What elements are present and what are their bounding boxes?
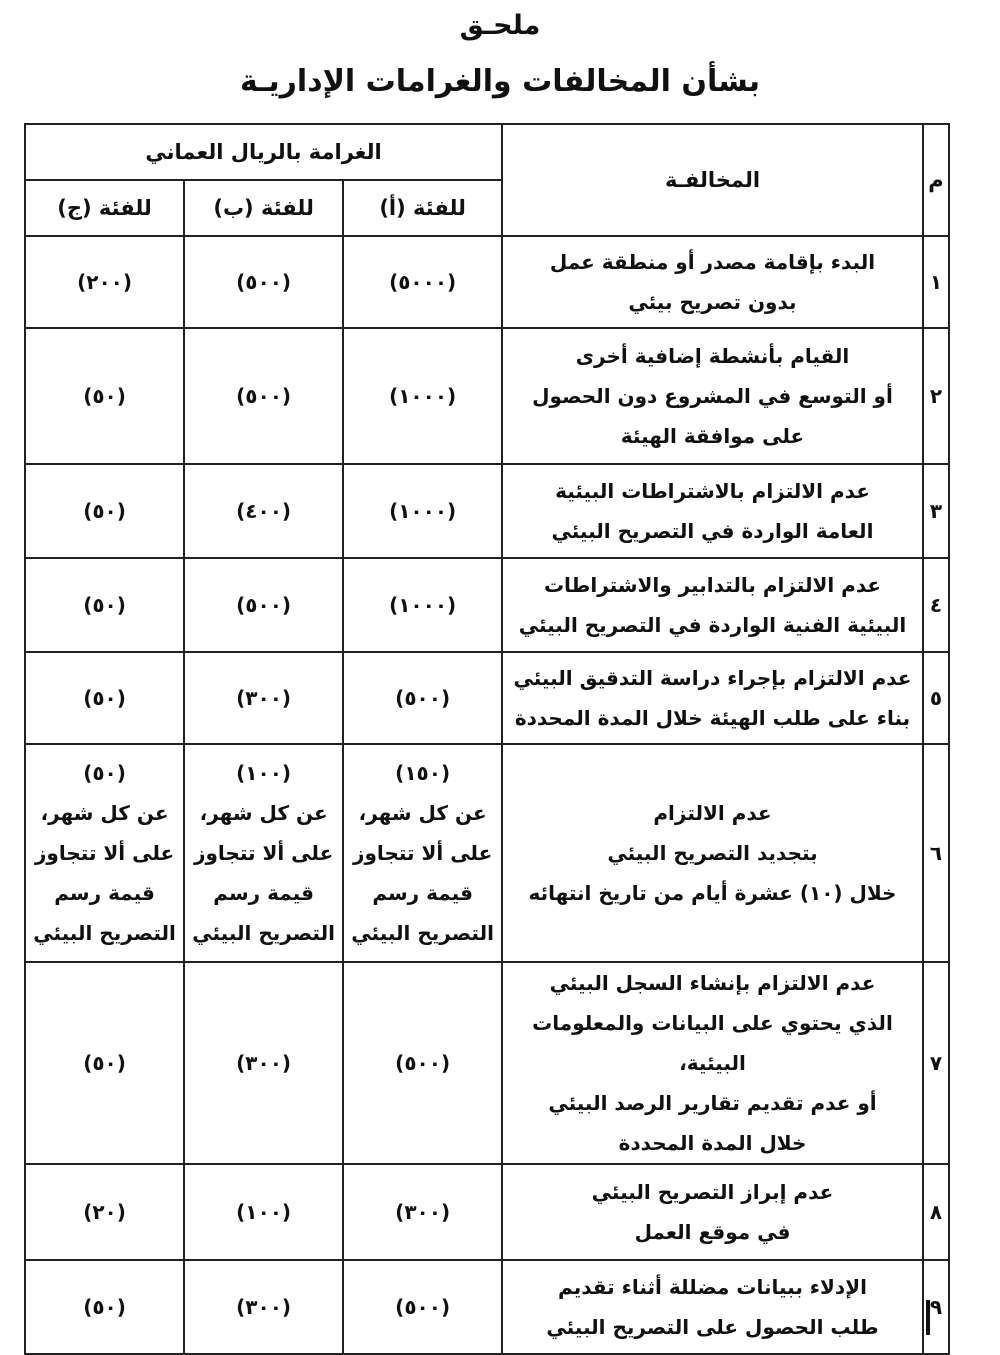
fine-category-a: (٥٠٠): [343, 962, 502, 1164]
fine-category-b: (٣٠٠): [184, 962, 343, 1164]
fine-category-a: (٥٠٠): [343, 1260, 502, 1354]
fine-category-a: (٥٠٠٠): [343, 236, 502, 328]
row-number: ٥: [923, 652, 949, 744]
violation-text: عدم الالتزام بإجراء دراسة التدقيق البيئي بناء على طلب الهيئة خلال المدة المحددة: [502, 652, 923, 744]
fine-category-c: (٥٠): [25, 652, 184, 744]
fine-category-b: (٣٠٠): [184, 652, 343, 744]
margin-mark: [926, 1300, 930, 1335]
fine-category-a: (٣٠٠): [343, 1164, 502, 1260]
fine-category-b: (١٠٠) عن كل شهر، على ألا تتجاوز قيمة رسم التصريح البيئي: [184, 744, 343, 962]
header-number: م: [923, 124, 949, 236]
fine-category-a: (١٠٠٠): [343, 328, 502, 464]
violation-text: عدم الالتزام بالاشتراطات البيئية العامة الواردة في التصريح البيئي: [502, 464, 923, 558]
header-row-1: [25, 124, 949, 180]
row-number: ١: [923, 236, 949, 328]
fine-category-c: (٥٠): [25, 1260, 184, 1354]
header-violation: المخالفـة: [502, 124, 923, 236]
fine-category-c: (٥٠): [25, 558, 184, 652]
main-title: بشأن المخالفات والغرامات الإداريـة: [239, 64, 761, 99]
violation-text: عدم إبراز التصريح البيئي في موقع العمل: [502, 1164, 923, 1260]
fine-category-b: (١٠٠): [184, 1164, 343, 1260]
fine-category-c: (٥٠) عن كل شهر، على ألا تتجاوز قيمة رسم التصريح البيئي: [25, 744, 184, 962]
violation-text: عدم الالتزام بالتدابير والاشتراطات البيئية الفنية الواردة في التصريح البيئي: [502, 558, 923, 652]
violation-text: الإدلاء ببيانات مضللة أثناء تقديم طلب الحصول على التصريح البيئي: [502, 1260, 923, 1354]
annex-title: ملحـق: [459, 10, 541, 41]
fine-category-a: (١٠٠٠): [343, 464, 502, 558]
row-number: ٨: [923, 1164, 949, 1260]
row-number: ٧: [923, 962, 949, 1164]
table-row: [25, 1164, 949, 1260]
header-category-a: للفئة (أ): [343, 180, 502, 236]
fine-category-a: (١٥٠) عن كل شهر، على ألا تتجاوز قيمة رسم التصريح البيئي: [343, 744, 502, 962]
table-row: [25, 328, 949, 464]
table-row: [25, 652, 949, 744]
violation-text: البدء بإقامة مصدر أو منطقة عمل بدون تصريح بيئي: [502, 236, 923, 328]
header-category-b: للفئة (ب): [184, 180, 343, 236]
fine-category-c: (٢٠): [25, 1164, 184, 1260]
violation-text: القيام بأنشطة إضافية أخرى أو التوسع في المشروع دون الحصول على موافقة الهيئة: [502, 328, 923, 464]
header-category-c: للفئة (ج): [25, 180, 184, 236]
table-row: [25, 1260, 949, 1354]
fine-category-c: (٥٠): [25, 328, 184, 464]
fine-category-c: (٢٠٠): [25, 236, 184, 328]
row-number: ٦: [923, 744, 949, 962]
table-row: [25, 236, 949, 328]
row-number: ٣: [923, 464, 949, 558]
fine-category-b: (٤٠٠): [184, 464, 343, 558]
fine-category-b: (٥٠٠): [184, 236, 343, 328]
fine-category-a: (٥٠٠): [343, 652, 502, 744]
fines-table: [24, 123, 950, 1355]
violation-text: عدم الالتزام بإنشاء السجل البيئي الذي يحتوي على البيانات والمعلومات البيئية، أو عدم تقديم تقارير الرصد البيئي خلال المدة المحددة: [502, 962, 923, 1164]
table-row: [25, 464, 949, 558]
fine-category-b: (٣٠٠): [184, 1260, 343, 1354]
header-fine-group: الغرامة بالريال العماني: [25, 124, 502, 180]
fine-category-c: (٥٠): [25, 962, 184, 1164]
fine-category-b: (٥٠٠): [184, 328, 343, 464]
table-row: [25, 558, 949, 652]
fine-category-c: (٥٠): [25, 464, 184, 558]
violation-text: عدم الالتزام بتجديد التصريح البيئي خلال (١٠) عشرة أيام من تاريخ انتهائه: [502, 744, 923, 962]
table-row: [25, 744, 949, 962]
fine-category-a: (١٠٠٠): [343, 558, 502, 652]
row-number: ٩: [923, 1260, 949, 1354]
row-number: ٤: [923, 558, 949, 652]
row-number: ٢: [923, 328, 949, 464]
table-row: [25, 962, 949, 1164]
fine-category-b: (٥٠٠): [184, 558, 343, 652]
